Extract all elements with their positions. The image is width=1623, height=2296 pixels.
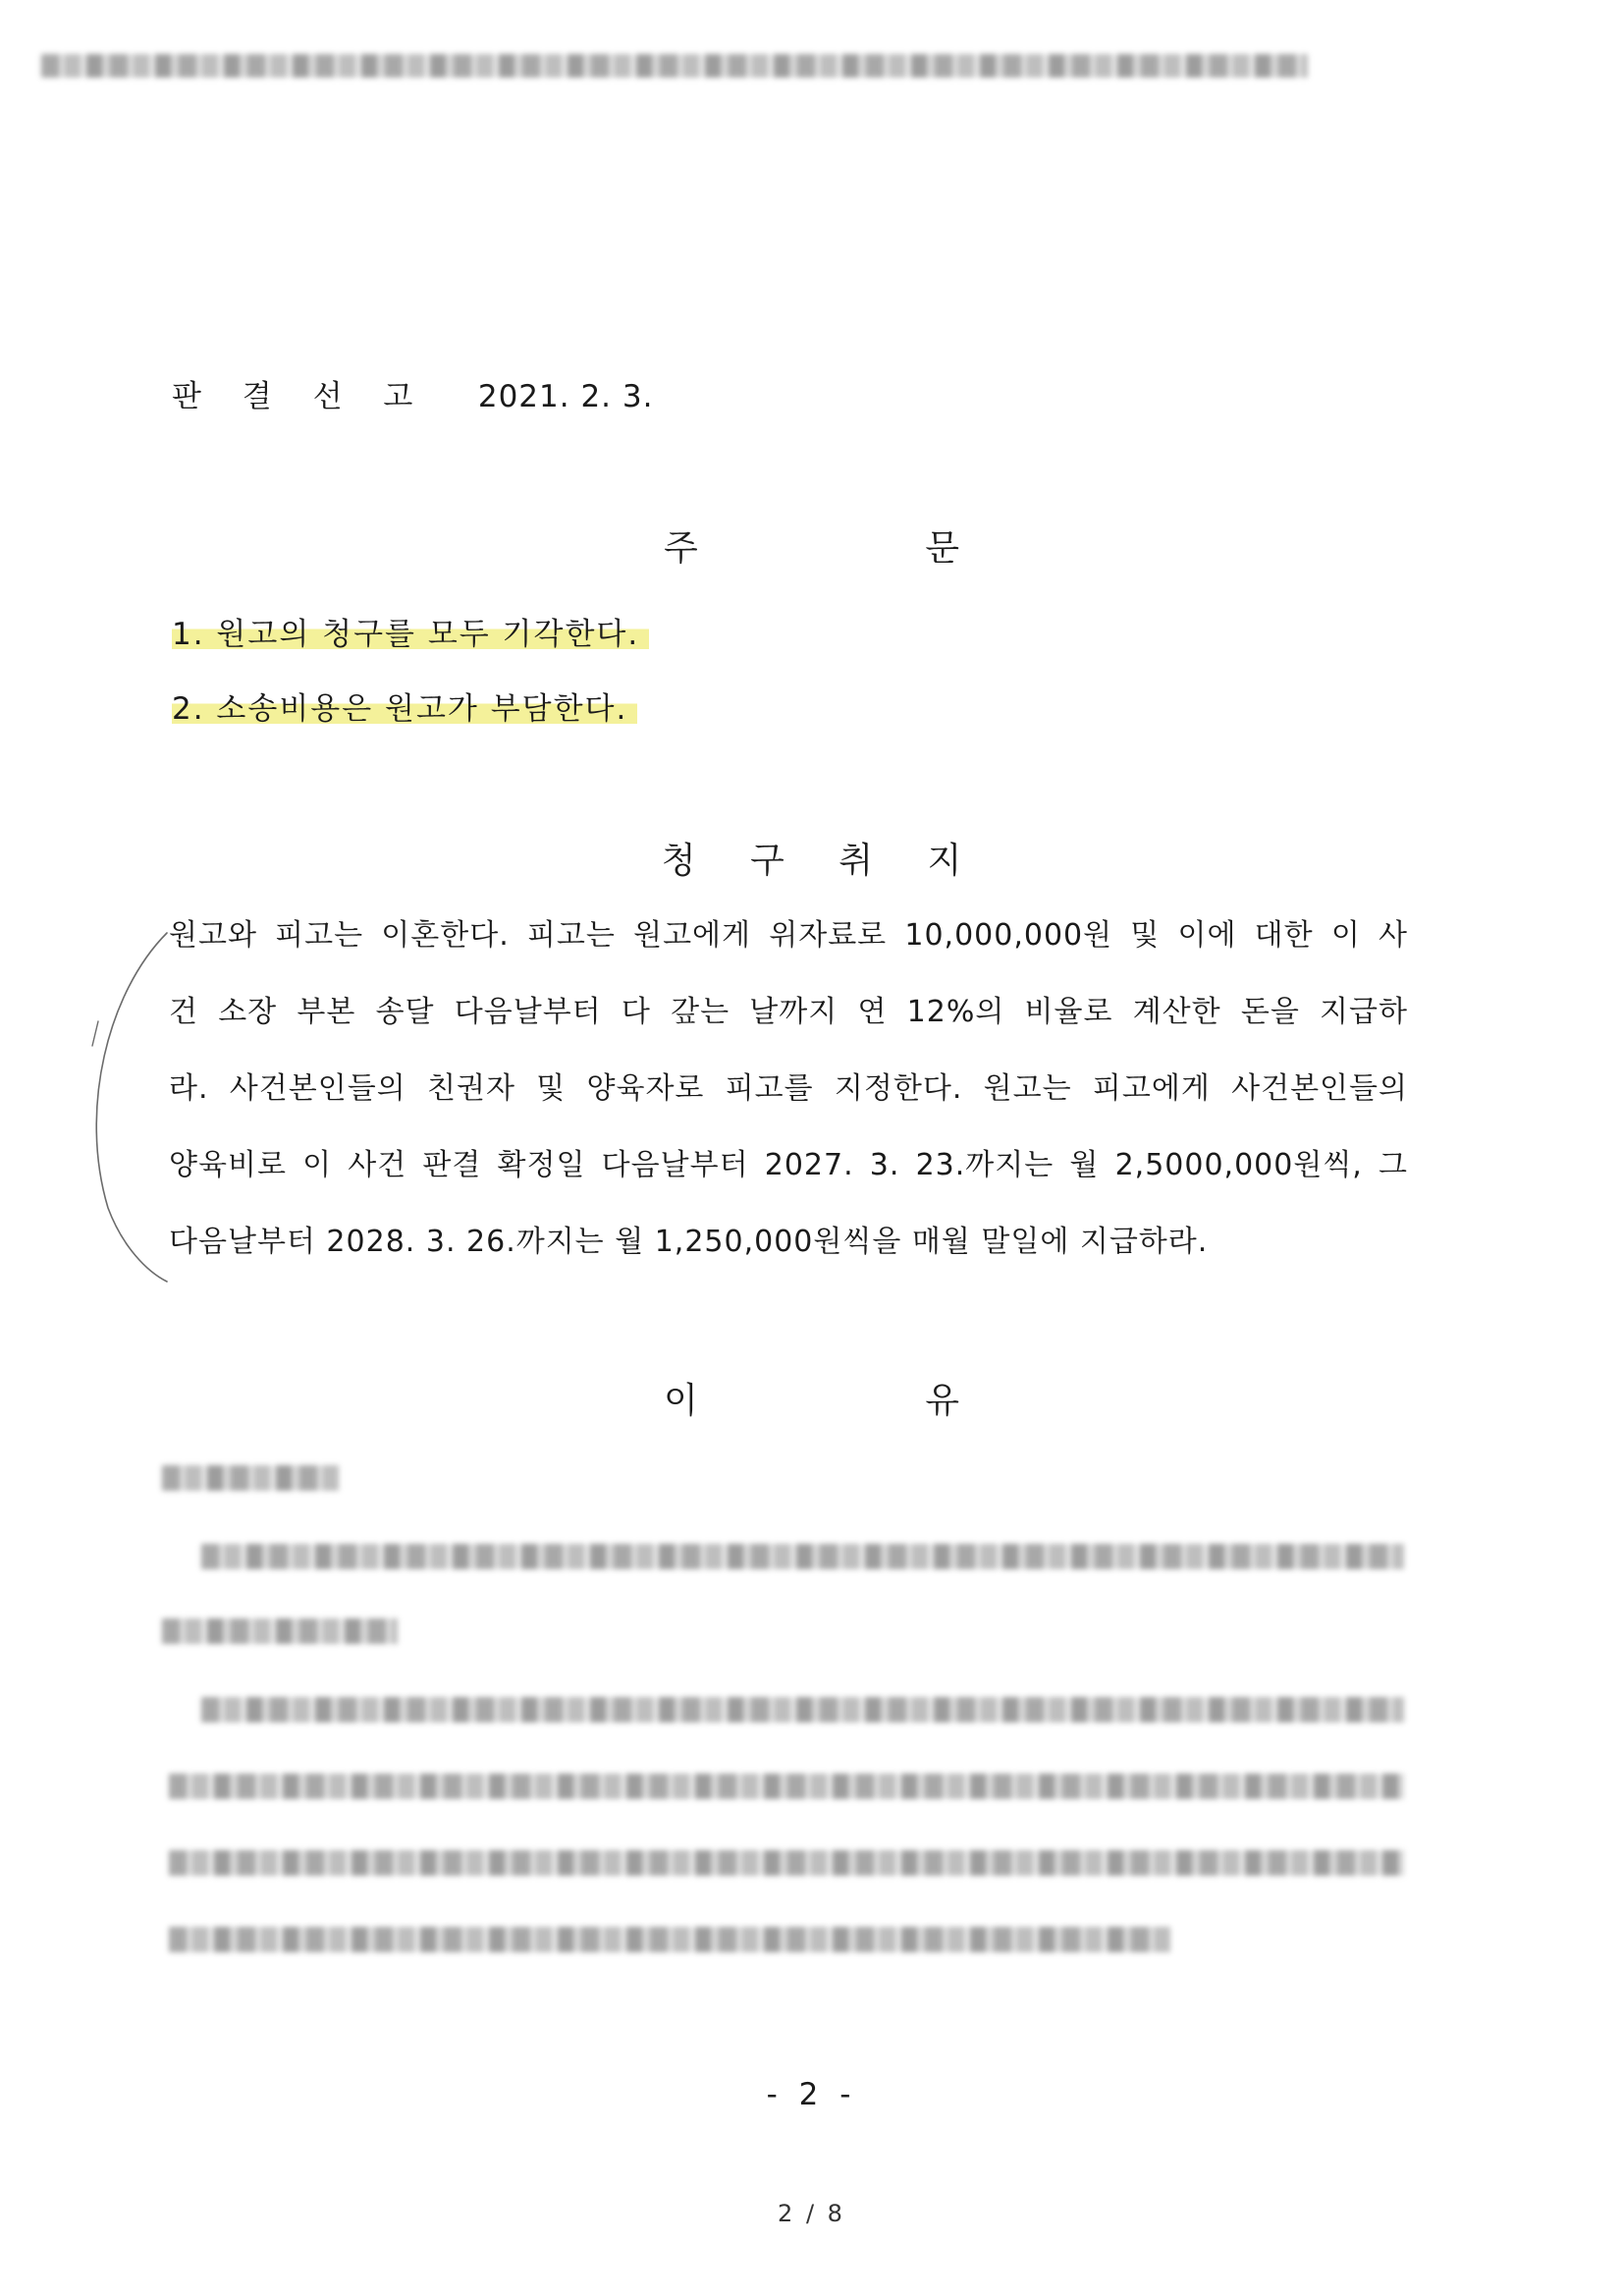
redacted-reason-line [201, 1544, 1404, 1569]
decision-label: 판 결 선 고 [172, 379, 429, 414]
claim-line-5: 다음날부터 2028. 3. 26.까지는 월 1,250,000원씩을 매월 말일에 지급하라. [169, 1225, 1209, 1259]
redacted-reason-line [201, 1697, 1404, 1722]
reason-title: 이 유 [664, 1381, 1067, 1421]
page-counter: 2 / 8 [778, 2200, 845, 2227]
redacted-reason-line [169, 1927, 1170, 1952]
redacted-reason-line [162, 1465, 339, 1491]
claim-title: 청 구 취 지 [661, 841, 984, 881]
claim-body [169, 913, 1408, 1296]
decision-date: 2021. 2. 3. [477, 379, 654, 414]
decision-row [172, 371, 653, 415]
redacted-header [41, 54, 1308, 78]
order-item-2-text: 2. 소송비용은 원고가 부담한다. [172, 691, 637, 727]
order-title: 주 문 [664, 528, 1067, 569]
claim-line-1: 원고와 피고는 이혼한다. 피고는 원고에게 위자료로 10,000,000원 및 이에 대한 이 사 [169, 918, 1408, 953]
claim-line-4: 양육비로 이 사건 판결 확정일 다음날부터 2027. 3. 23.까지는 월 2,5000,000원씩, 그 [169, 1148, 1408, 1182]
page-number-mark: - 2 - [766, 2077, 857, 2112]
order-item-1-text: 1. 원고의 청구를 모두 기각한다. [172, 617, 649, 652]
claim-line-3: 라. 사건본인들의 친권자 및 양육자로 피고를 지정한다. 원고는 피고에게 사건본인들의 [169, 1071, 1408, 1106]
order-item-2 [172, 683, 637, 728]
redacted-reason-line [169, 1774, 1404, 1799]
order-item-1 [172, 609, 649, 653]
claim-line-2: 건 소장 부본 송달 다음날부터 다 갚는 날까지 연 12%의 비율로 계산한 돈을 지급하 [169, 995, 1408, 1029]
redacted-reason-line [169, 1850, 1404, 1876]
redacted-reason-line [162, 1618, 398, 1644]
